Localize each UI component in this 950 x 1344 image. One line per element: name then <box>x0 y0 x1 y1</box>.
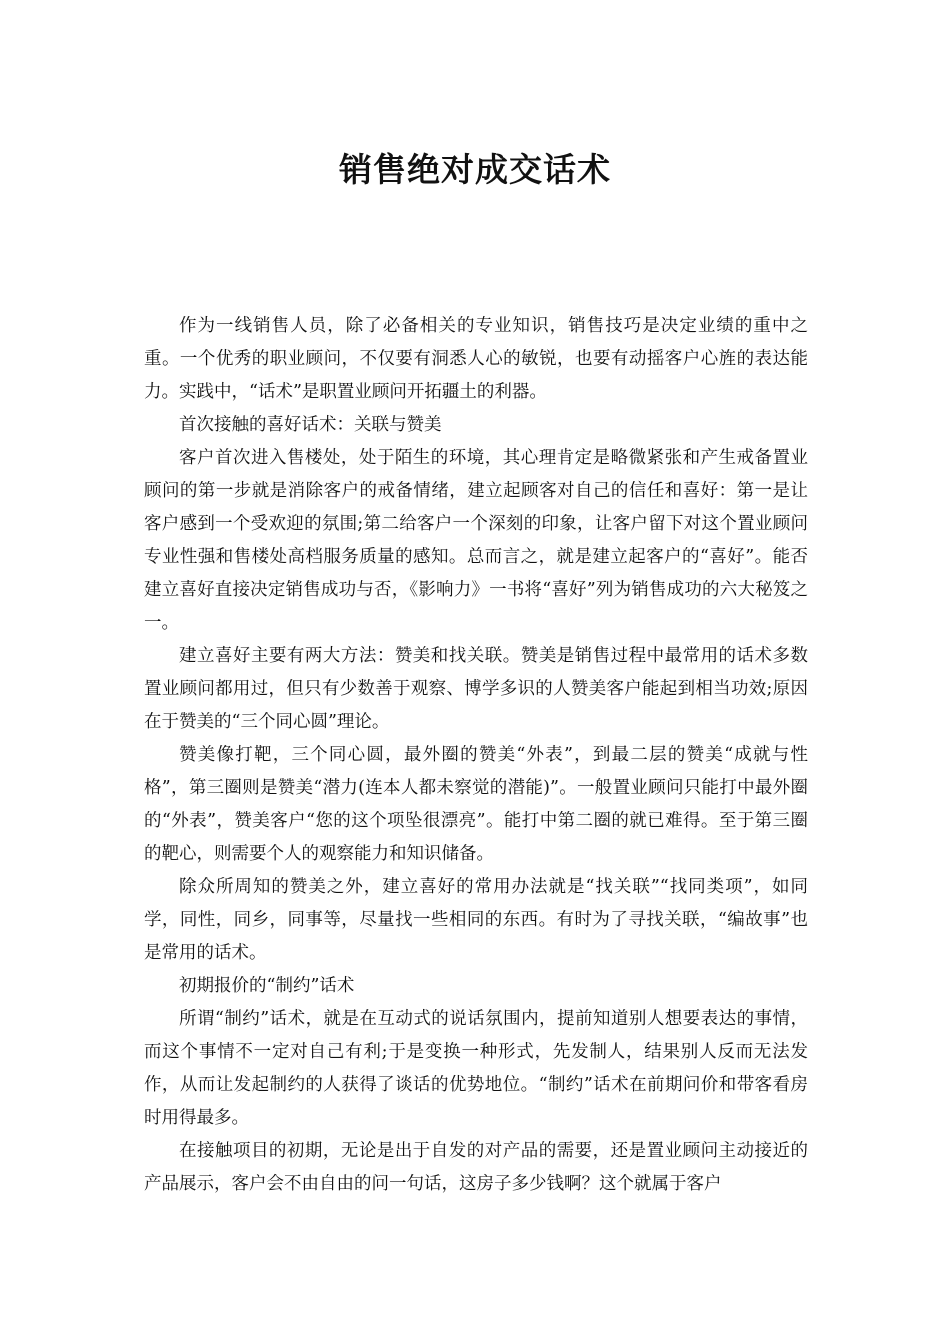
paragraph: 客户首次进入售楼处，处于陌生的环境，其心理肯定是略微紧张和产生戒备置业顾问的第一步就是消除客户的戒备情绪，建立起顾客对自己的信任和喜好：第一是让客户感到一个受欢迎的氛围;第二给客户一个深刻的印象，让客户留下对这个置业顾问专业性强和售楼处高档服务质量的感知。总而言之，就是建立起客户的“喜好”。能否建立喜好直接决定销售成功与否，《影响力》一书将“喜好”列为销售成功的六大秘笈之一。 <box>144 448 808 633</box>
paragraph: 作为一线销售人员，除了必备相关的专业知识，销售技巧是决定业绩的重中之重。一个优秀的职业顾问，不仅要有洞悉人心的敏锐，也要有动摇客户心旌的表达能力。实践中，“话术”是职置业顾问开拓疆土的利器。 <box>144 316 808 402</box>
paragraph: 在接触项目的初期，无论是出于自发的对产品的需要，还是置业顾问主动接近的产品展示，客户会不由自由的问一句话，这房子多少钱啊？这个就属于客户 <box>144 1141 808 1194</box>
section-heading: 首次接触的喜好话术：关联与赞美 <box>179 415 442 435</box>
paragraph: 除众所周知的赞美之外，建立喜好的常用办法就是“找关联”“找同类项”，如同学，同性，同乡，同事等，尽量找一些相同的东西。有时为了寻找关联，“编故事”也是常用的话术。 <box>144 877 808 963</box>
section-heading: 初期报价的“制约”话术 <box>179 976 355 996</box>
document-body <box>144 310 808 1201</box>
paragraph: 赞美像打靶，三个同心圆，最外圈的赞美“外表”，到最二层的赞美“成就与性格”，第三圈则是赞美“潜力(连本人都未察觉的潜能)”。一般置业顾问只能打中最外圈的“外表”，赞美客户“您的这个项坠很漂亮”。能打中第二圈的就已难得。至于第三圈的靶心，则需要个人的观察能力和知识储备。 <box>144 745 808 864</box>
document-title: 销售绝对成交话术 <box>339 150 611 189</box>
paragraph: 建立喜好主要有两大方法：赞美和找关联。赞美是销售过程中最常用的话术多数置业顾问都用过，但只有少数善于观察、博学多识的人赞美客户能起到相当功效;原因在于赞美的“三个同心圆”理论。 <box>144 646 808 732</box>
paragraph: 所谓“制约”话术，就是在互动式的说话氛围内，提前知道别人想要表达的事情，而这个事情不一定对自己有利;于是变换一种形式，先发制人，结果别人反而无法发作，从而让发起制约的人获得了谈话的优势地位。“制约”话术在前期问价和带客看房时用得最多。 <box>144 1009 808 1128</box>
